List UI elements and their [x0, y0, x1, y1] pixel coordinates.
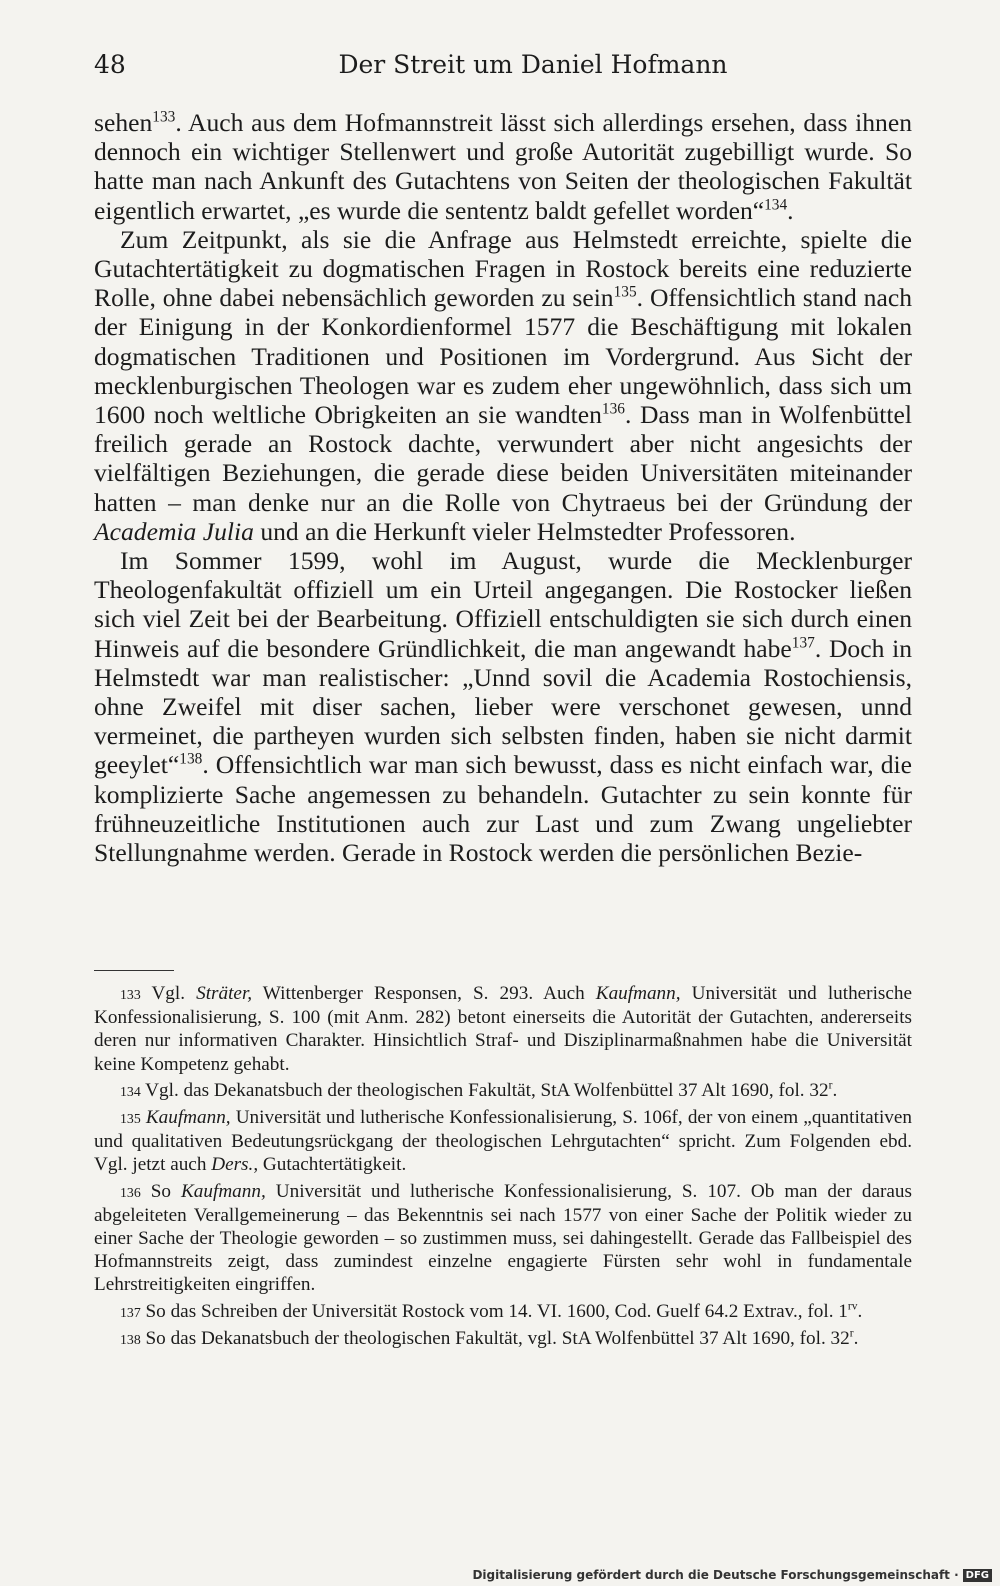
footnote-ref-137[interactable]: 137: [791, 634, 815, 652]
footnote-number: 134: [120, 1083, 141, 1099]
footnote-ref-134[interactable]: 134: [764, 196, 788, 214]
page-header: [94, 50, 912, 86]
footnote-number: 137: [120, 1304, 141, 1320]
footnotes: [94, 982, 912, 1354]
footnote-134: 134 Vgl. das Dekanatsbuch der theologischen Fakultät, StA Wolfenbüttel 37 Alt 1690, fol. 32$^r$.: [120, 1079, 838, 1101]
page-number: 48: [94, 50, 126, 79]
dfg-logo-icon: DFG: [963, 1569, 992, 1582]
digitization-credit: [472, 1568, 992, 1582]
footnote-ref-136[interactable]: 136: [601, 400, 625, 418]
footnote-number: 138: [120, 1331, 141, 1347]
credit-text: Digitalisierung gefördert durch die Deutsche Forschungsgemeinschaft ·: [472, 1568, 959, 1582]
body-text: [94, 108, 912, 867]
footnote-133: 133 Vgl. Sträter, Wittenberger Responsen, S. 293. Auch Kaufmann, Universität und lutherische Konfessionalisierung, S. 100 (mit Anm. 282) betont einerseits die Autorität der Gutachten, andererseits deren nur informativen Charakter. Hinsichtlich Straf- und Disziplinarmaßnahmen habe die Universität keine Kompetenz gehabt.: [94, 983, 912, 1075]
footnote-ref-138[interactable]: 138: [179, 750, 203, 768]
footnote-137: 137 So das Schreiben der Universität Rostock vom 14. VI. 1600, Cod. Guelf 64.2 Extrav., fol. $1^{rv}$.: [120, 1300, 863, 1322]
footnote-divider: [94, 970, 174, 971]
paragraph-2: Zum Zeitpunkt, als sie die Anfrage aus Helmstedt erreichte, spielte die Gutachtertätigkeit zu dogmatischen Fragen in Rostock bereits eine reduzierte Rolle, ohne dabei nebensächlich geworden zu sein$^{135}$. Offensichtlich stand nach der Einigung in der Konkordienformel 1577 die Beschäftigung mit lokalen dogmatischen Traditionen und Positionen im Vordergrund. Aus Sicht der mecklenburgischen Theologen war es zudem eher ungewöhnlich, dass sich um 1600 noch weltliche Obrigkeiten an sie wandten$^{136}$. Dass man in Wolfenbüttel freilich gerade an Rostock dachte, verwundert aber nicht angesichts der vielfältigen Beziehungen, die gerade diese beiden Universitäten miteinander hatten – man denke nur an die Rolle von Chytraeus bei der Gründung der Academia Julia und an die Herkunft vieler Helmstedter Professoren.: [94, 224, 912, 546]
footnote-number: 136: [120, 1184, 141, 1200]
footnote-ref-135[interactable]: 135: [613, 283, 637, 301]
paragraph-1: sehen$^{133}$. Auch aus dem Hofmannstreit lässt sich allerdings ersehen, dass ihnen dennoch ein wichtiger Stellenwert und große Autorität zugebilligt wurde. So hatte man nach Ankunft des Gutachtens von Seiten der theologischen Fakultät eigentlich erwartet, „es wurde die sententz baldt gefellet worden“$^{134}$.: [94, 108, 912, 225]
footnote-138: 138 So das Dekanatsbuch der theologischen Fakultät, vgl. StA Wolfenbüttel 37 Alt 1690, fol. 32$^r$.: [120, 1327, 859, 1349]
footnote-ref-133[interactable]: 133: [152, 108, 176, 126]
paragraph-3: Im Sommer 1599, wohl im August, wurde die Mecklenburger Theologenfakultät offiziell um ein Urteil angegangen. Die Rostocker ließen sich viel Zeit bei der Bearbeitung. Offiziell entschuldigten sie sich durch einen Hinweis auf die besondere Gründlichkeit, die man angewandt habe$^{137}$. Doch in Helmstedt war man realistischer: „Unnd sovil die Academia Rostochiensis, ohne Zweifel mit diser sachen, lieber were verschonet gewesen, unnd vermeinet, die partheyen wurden sich selbsten finden, haben sie nicht darmit geeylet“$^{138}$. Offensichtlich war man sich bewusst, dass es nicht einfach war, die komplizierte Sache angemessen zu behandeln. Gutachter zu sein konnte für frühneuzeitliche Institutionen auch zur Last und zum Zwang ungeliebter Stellungnahme werden. Gerade in Rostock werden die persönlichen Bezie-: [94, 546, 912, 868]
footnote-number: 135: [120, 1111, 141, 1127]
footnote-135: 135 Kaufmann, Universität und lutherische Konfessionalisierung, S. 106f, der von einem „quantitativen und qualitativen Bedeutungsrückgang der theologischen Lehrgutachten“ spricht. Zum Folgenden ebd. Vgl. jetzt auch Ders., Gutachtertätigkeit.: [94, 1107, 912, 1176]
footnote-136: 136 So Kaufmann, Universität und lutherische Konfessionalisierung, S. 107. Ob man der daraus abgeleiteten Verallgemeinerung – das Bekenntnis sei nach 1577 von einer Sache der Politik wieder zu einer Sache der Theologie geworden – so zustimmen muss, sei dahingestellt. Gerade das Fallbeispiel des Hofmannstreits zeigt, dass zumindest einzelne engagierte Fürsten sehr wohl in fundamentale Lehrstreitigkeiten eingriffen.: [94, 1180, 912, 1296]
running-title: Der Streit um Daniel Hofmann: [338, 50, 728, 79]
footnote-number: 133: [120, 987, 141, 1002]
